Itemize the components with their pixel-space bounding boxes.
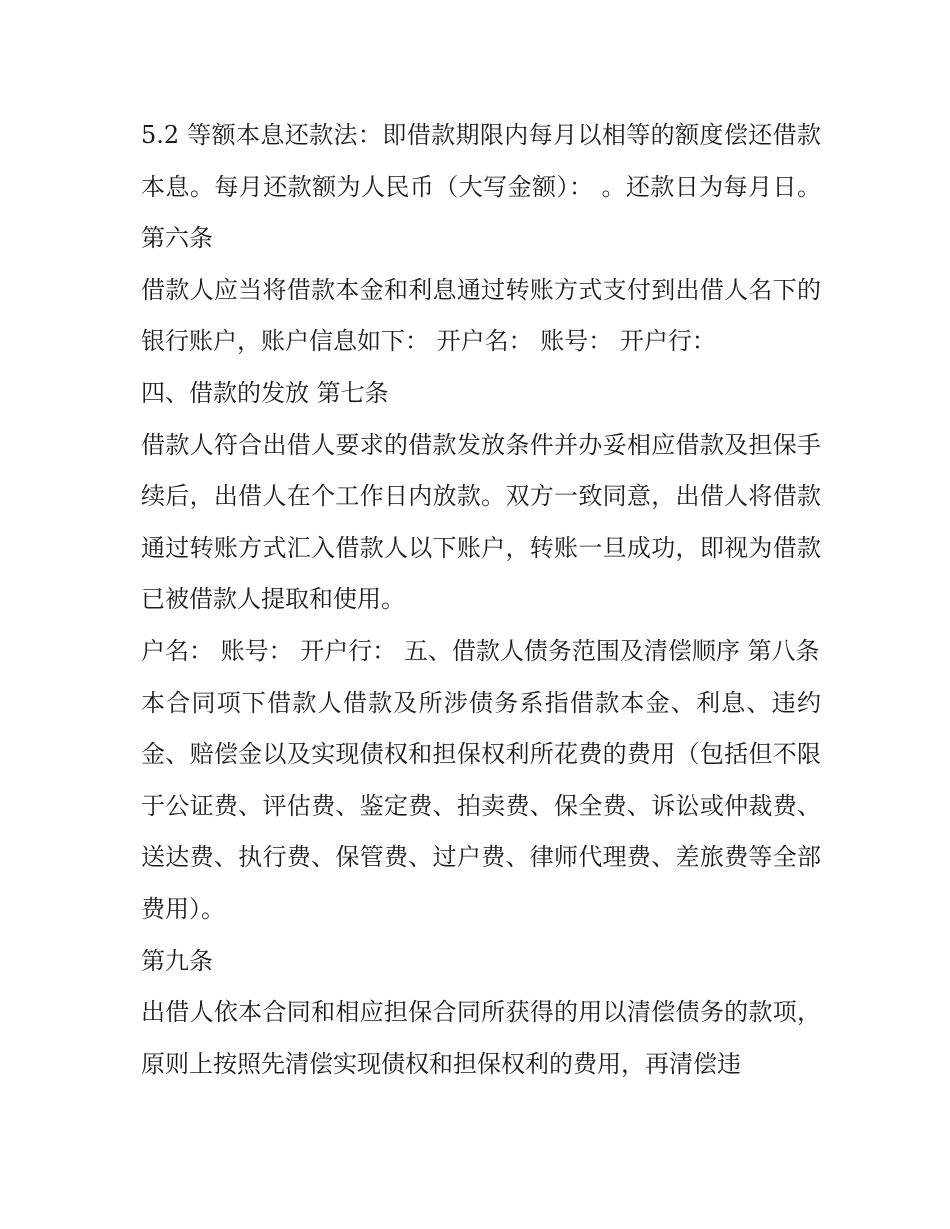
paragraph-payment-account: 借款人应当将借款本金和利息通过转账方式支付到出借人名下的银行账户，账户信息如下： 开户名： 账号： 开户行： (141, 275, 821, 356)
paragraph-disbursement-terms: 借款人符合出借人要求的借款发放条件并办妥相应借款及担保手续后，出借人在个工作日内放款。双方一致同意，出借人将借款通过转账方式汇入借款人以下账户，转账一旦成功，即视为借款已被借款人提取和使用。 (141, 430, 821, 614)
paragraph-repayment-order: 出借人依本合同和相应担保合同所获得的用以清偿债务的款项，原则上按照先清偿实现债权和担保权利的费用，再清偿违 (141, 998, 821, 1078)
article-heading-nine: 第九条 (141, 946, 213, 975)
section-heading-loan-disbursement: 四、借款的发放 第七条 (141, 378, 389, 407)
paragraph-debt-scope: 本合同项下借款人借款及所涉债务系指借款本金、利息、违约金、赔偿金以及实现债权和担保权利所花费的费用（包括但不限于公证费、评估费、鉴定费、拍卖费、保全费、诉讼或仲裁费、送达费、执行费、保管费、过户费、律师代理费、差旅费等全部费用）。 (141, 688, 821, 923)
document-body (141, 110, 821, 1090)
paragraph-borrower-account: 户名： 账号： 开户行： 五、借款人债务范围及清偿顺序 第八条 (141, 636, 820, 665)
paragraph-repayment-method: 5.2 等额本息还款法：即借款期限内每月以相等的额度偿还借款本息。每月还款额为人民币（大写金额）： 。还款日为每月日。 第六条 (141, 121, 821, 253)
